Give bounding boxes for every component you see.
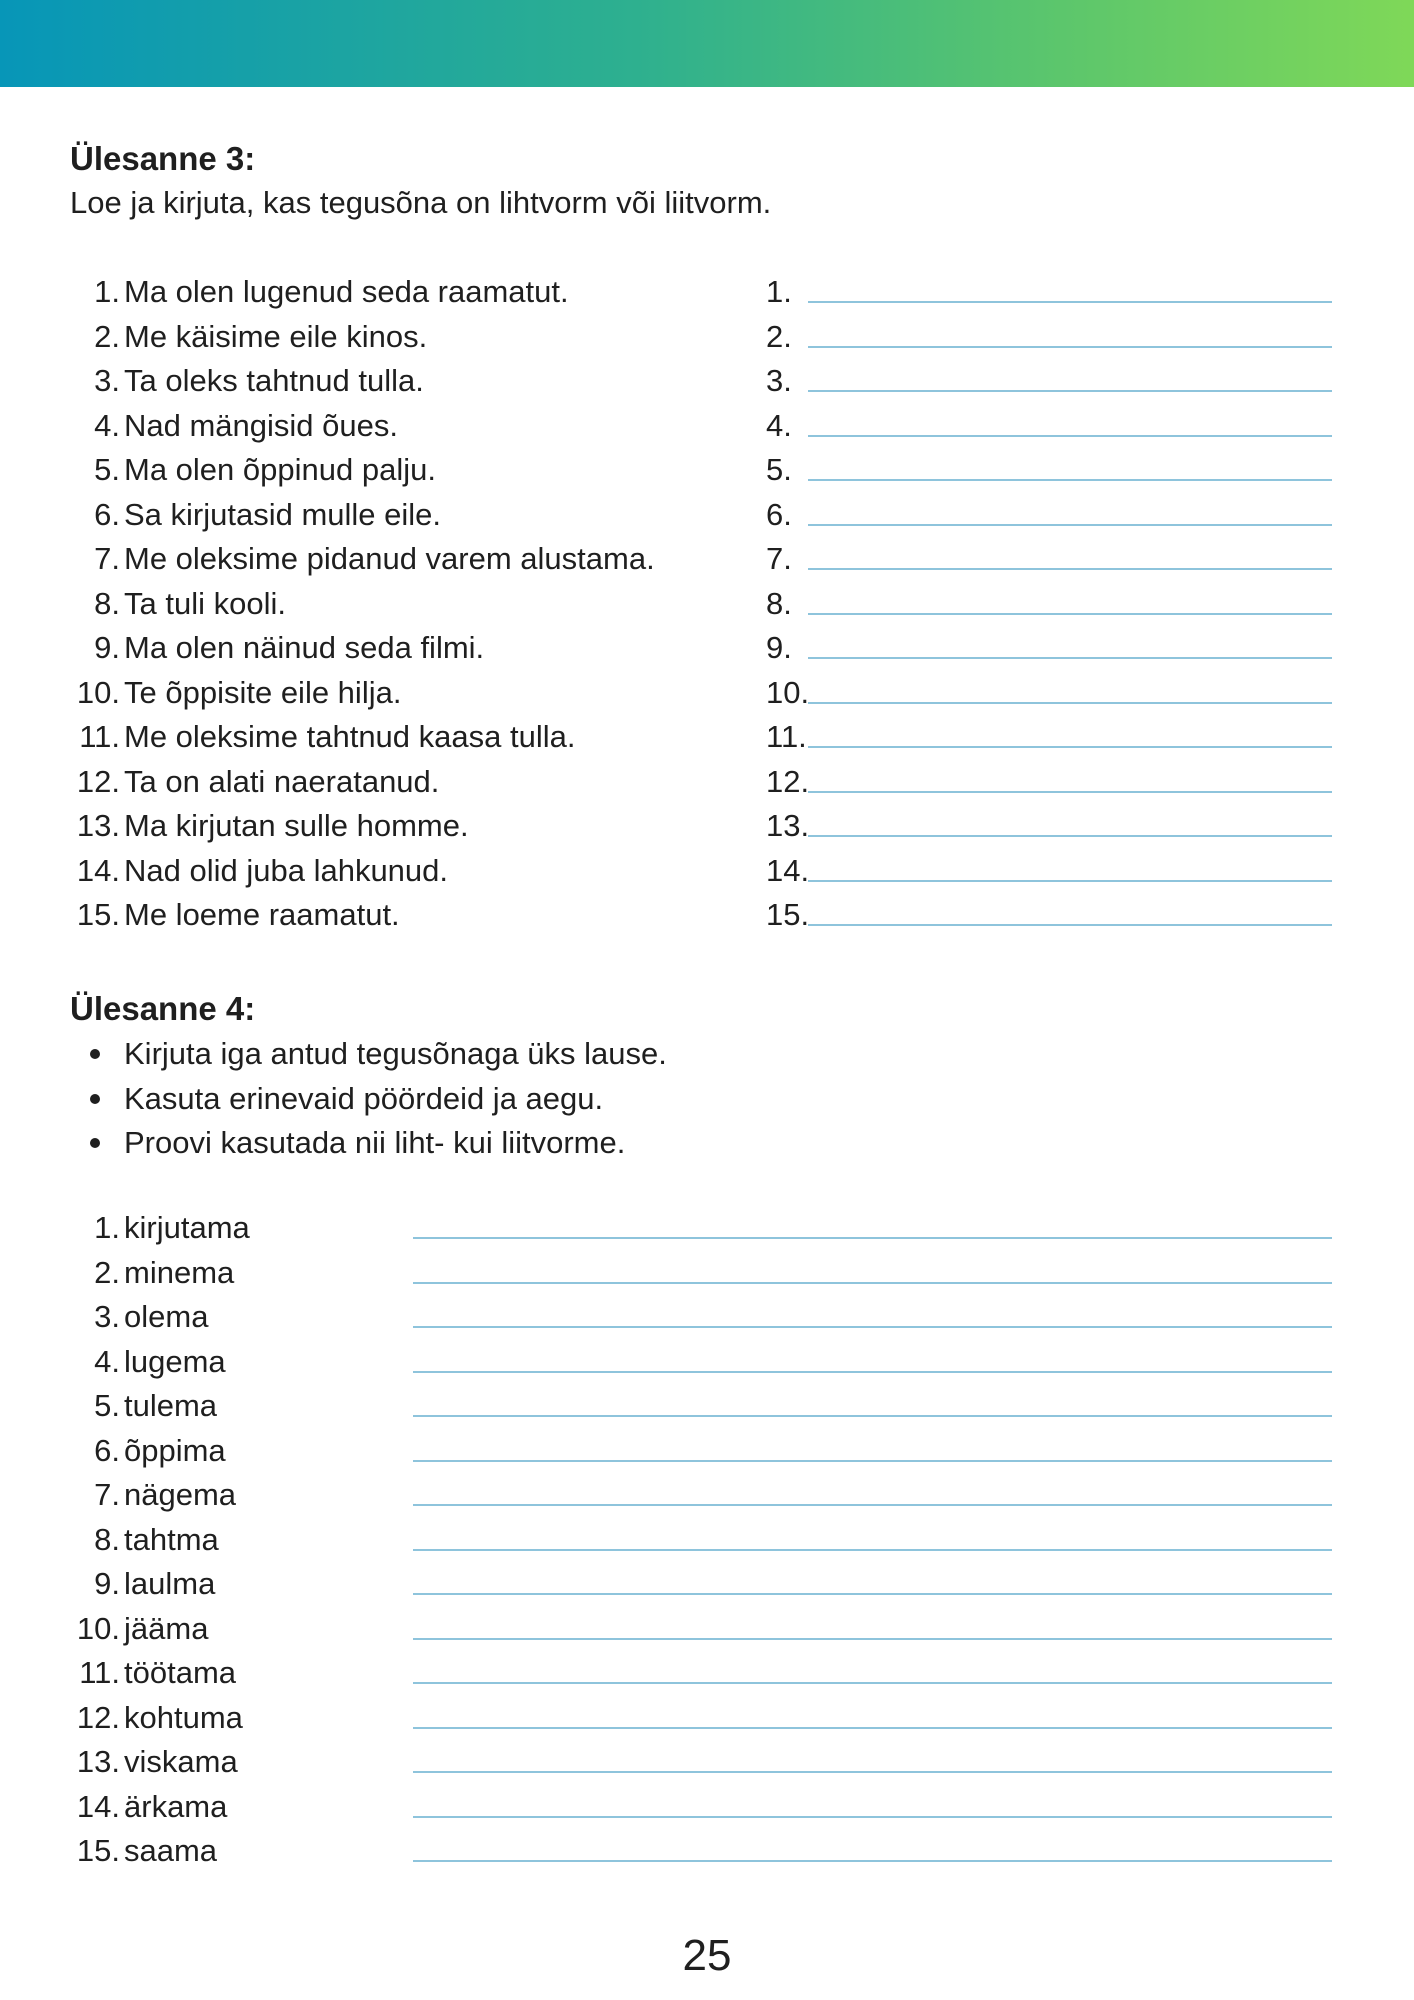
sentence-number: 10. — [76, 674, 120, 710]
sentence-number: 13. — [76, 808, 120, 843]
answer-line[interactable] — [808, 791, 1332, 793]
sentence-answer-line[interactable] — [413, 1460, 1332, 1462]
verb-row — [70, 1651, 1332, 1696]
sentence-number: 4. — [94, 407, 120, 443]
answer-line[interactable] — [808, 524, 1332, 526]
sentence-number: 8. — [94, 585, 120, 621]
answer-row — [766, 448, 1332, 493]
verb-row — [70, 1607, 1332, 1652]
sentence-text: Me oleksime tahtnud kaasa tulla. — [124, 719, 576, 754]
verb-number: 7. — [94, 1477, 120, 1512]
verb-row — [70, 1518, 1332, 1563]
sentence-text: Ma olen õppinud palju. — [124, 452, 436, 487]
verb-row — [70, 1429, 1332, 1474]
sentence-item — [70, 849, 750, 894]
verb-text: saama — [124, 1833, 218, 1868]
answer-number: 6. — [766, 496, 792, 532]
verb-row — [70, 1473, 1332, 1518]
verb-number: 13. — [76, 1744, 120, 1779]
answer-line[interactable] — [808, 924, 1332, 926]
sentence-text: Ta oleks tahtnud tulla. — [124, 363, 424, 398]
task3-sentence-list — [70, 270, 750, 938]
answer-line[interactable] — [808, 435, 1332, 437]
answer-line[interactable] — [808, 702, 1332, 704]
answer-row — [766, 315, 1332, 360]
verb-number: 4. — [94, 1343, 120, 1379]
sentence-item — [70, 715, 750, 760]
verb-text: olema — [124, 1299, 209, 1334]
sentence-answer-line[interactable] — [413, 1682, 1332, 1684]
sentence-number: 2. — [94, 318, 120, 354]
sentence-number: 3. — [94, 363, 120, 398]
answer-number: 15. — [766, 897, 810, 932]
verb-text: nägema — [124, 1477, 237, 1512]
verb-text: tulema — [124, 1388, 218, 1423]
verb-text: laulma — [124, 1566, 216, 1601]
sentence-text: Te õppisite eile hilja. — [124, 674, 402, 710]
sentence-text: Nad mängisid õues. — [124, 407, 398, 443]
verb-text: viskama — [124, 1744, 238, 1779]
verb-number: 11. — [79, 1655, 120, 1690]
sentence-item — [70, 671, 750, 716]
verb-row — [70, 1829, 1332, 1874]
answer-line[interactable] — [808, 479, 1332, 481]
sentence-text: Me käisime eile kinos. — [124, 318, 428, 354]
sentence-answer-line[interactable] — [413, 1638, 1332, 1640]
verb-number: 2. — [94, 1254, 120, 1290]
task4-verb-list — [70, 1206, 1332, 1874]
verb-number: 14. — [76, 1788, 120, 1824]
verb-text: töötama — [124, 1655, 237, 1690]
verb-row — [70, 1206, 1332, 1251]
answer-row — [766, 582, 1332, 627]
sentence-item — [70, 537, 750, 582]
answer-row — [766, 760, 1332, 805]
verb-row — [70, 1696, 1332, 1741]
answer-row — [766, 849, 1332, 894]
verb-text: kohtuma — [124, 1699, 243, 1735]
sentence-answer-line[interactable] — [413, 1727, 1332, 1729]
answer-number: 14. — [766, 852, 810, 888]
answer-number: 7. — [766, 541, 792, 576]
sentence-text: Me loeme raamatut. — [124, 897, 400, 932]
answer-row — [766, 493, 1332, 538]
verb-number: 8. — [94, 1521, 120, 1557]
sentence-text: Ta tuli kooli. — [124, 585, 286, 621]
sentence-answer-line[interactable] — [413, 1237, 1332, 1239]
instruction-bullet — [86, 1077, 667, 1122]
answer-line[interactable] — [808, 346, 1332, 348]
sentence-answer-line[interactable] — [413, 1282, 1332, 1284]
sentence-item — [70, 404, 750, 449]
verb-text: lugema — [124, 1343, 226, 1379]
sentence-answer-line[interactable] — [413, 1816, 1332, 1818]
verb-number: 15. — [76, 1833, 120, 1868]
answer-line[interactable] — [808, 835, 1332, 837]
answer-number: 4. — [766, 407, 792, 443]
sentence-number: 1. — [94, 274, 120, 309]
verb-number: 5. — [94, 1388, 120, 1423]
sentence-text: Ma olen lugenud seda raamatut. — [124, 274, 569, 309]
verb-row — [70, 1562, 1332, 1607]
sentence-number: 9. — [94, 630, 120, 665]
verb-number: 10. — [76, 1610, 120, 1646]
verb-number: 3. — [94, 1299, 120, 1334]
sentence-item — [70, 582, 750, 627]
answer-line[interactable] — [808, 613, 1332, 615]
verb-row — [70, 1295, 1332, 1340]
sentence-number: 7. — [94, 541, 120, 576]
verb-row — [70, 1740, 1332, 1785]
sentence-number: 6. — [94, 496, 120, 532]
sentence-answer-line[interactable] — [413, 1504, 1332, 1506]
answer-line[interactable] — [808, 568, 1332, 570]
sentence-text: Ma olen näinud seda filmi. — [124, 630, 485, 665]
answer-row — [766, 626, 1332, 671]
verb-text: minema — [124, 1254, 235, 1290]
instruction-text: Proovi kasutada nii liht- kui liitvorme. — [124, 1125, 626, 1160]
verb-number: 1. — [94, 1210, 120, 1245]
sentence-item — [70, 448, 750, 493]
task4-title: Ülesanne 4: — [70, 990, 256, 1027]
answer-number: 10. — [766, 674, 810, 710]
sentence-answer-line[interactable] — [413, 1326, 1332, 1328]
sentence-text: Me oleksime pidanud varem alustama. — [124, 541, 655, 576]
sentence-answer-line[interactable] — [413, 1593, 1332, 1595]
sentence-number: 12. — [76, 763, 120, 799]
answer-row — [766, 359, 1332, 404]
verb-number: 6. — [94, 1432, 120, 1468]
sentence-item — [70, 270, 750, 315]
verb-text: õppima — [124, 1432, 226, 1468]
verb-row — [70, 1785, 1332, 1830]
answer-number: 12. — [766, 763, 810, 799]
answer-line[interactable] — [808, 301, 1332, 303]
verb-row — [70, 1384, 1332, 1429]
page-number: 25 — [682, 1931, 732, 1980]
answer-number: 1. — [766, 274, 792, 309]
sentence-item — [70, 359, 750, 404]
answer-number: 13. — [766, 808, 810, 843]
answer-row — [766, 893, 1332, 938]
sentence-number: 15. — [76, 897, 120, 932]
verb-text: kirjutama — [124, 1210, 250, 1245]
sentence-item — [70, 493, 750, 538]
sentence-number: 11. — [79, 719, 120, 754]
verb-row — [70, 1251, 1332, 1296]
sentence-number: 5. — [94, 452, 120, 487]
answer-number: 8. — [766, 585, 792, 621]
sentence-text: Sa kirjutasid mulle eile. — [124, 496, 442, 532]
sentence-answer-line[interactable] — [413, 1415, 1332, 1417]
task4-instructions — [86, 1032, 667, 1166]
sentence-item — [70, 804, 750, 849]
answer-row — [766, 270, 1332, 315]
bullet-dot-icon — [90, 1049, 100, 1059]
answer-line[interactable] — [808, 657, 1332, 659]
sentence-number: 14. — [76, 852, 120, 888]
answer-number: 2. — [766, 318, 792, 354]
verb-text: tahtma — [124, 1521, 219, 1557]
sentence-answer-line[interactable] — [413, 1371, 1332, 1373]
sentence-item — [70, 315, 750, 360]
verb-number: 12. — [76, 1699, 120, 1735]
verb-number: 9. — [94, 1566, 120, 1601]
answer-number: 11. — [766, 719, 807, 754]
sentence-text: Nad olid juba lahkunud. — [124, 852, 449, 888]
verb-text: ärkama — [124, 1788, 228, 1824]
sentence-item — [70, 893, 750, 938]
answer-row — [766, 537, 1332, 582]
sentence-item — [70, 626, 750, 671]
answer-row — [766, 804, 1332, 849]
sentence-answer-line[interactable] — [413, 1860, 1332, 1862]
sentence-text: Ma kirjutan sulle homme. — [124, 808, 469, 843]
task3-instruction: Loe ja kirjuta, kas tegusõna on lihtvorm või liitvorm. — [70, 185, 772, 220]
answer-row — [766, 404, 1332, 449]
answer-line[interactable] — [808, 880, 1332, 882]
answer-number: 3. — [766, 363, 792, 398]
bullet-dot-icon — [90, 1138, 100, 1148]
sentence-answer-line[interactable] — [413, 1771, 1332, 1773]
answer-number: 9. — [766, 630, 792, 665]
header-gradient-band — [0, 0, 1414, 87]
instruction-bullet — [86, 1121, 667, 1166]
task3-title: Ülesanne 3: — [70, 140, 256, 177]
answer-row — [766, 671, 1332, 716]
verb-text: jääma — [124, 1610, 209, 1646]
bullet-dot-icon — [90, 1094, 100, 1104]
sentence-answer-line[interactable] — [413, 1549, 1332, 1551]
sentence-item — [70, 760, 750, 805]
sentence-text: Ta on alati naeratanud. — [124, 763, 440, 799]
answer-number: 5. — [766, 452, 792, 487]
instruction-bullet — [86, 1032, 667, 1077]
verb-row — [70, 1340, 1332, 1385]
instruction-text: Kasuta erinevaid pöördeid ja aegu. — [124, 1080, 604, 1116]
instruction-text: Kirjuta iga antud tegusõnaga üks lause. — [124, 1036, 667, 1071]
answer-line[interactable] — [808, 746, 1332, 748]
task3-answer-list — [766, 270, 1332, 938]
answer-line[interactable] — [808, 390, 1332, 392]
answer-row — [766, 715, 1332, 760]
